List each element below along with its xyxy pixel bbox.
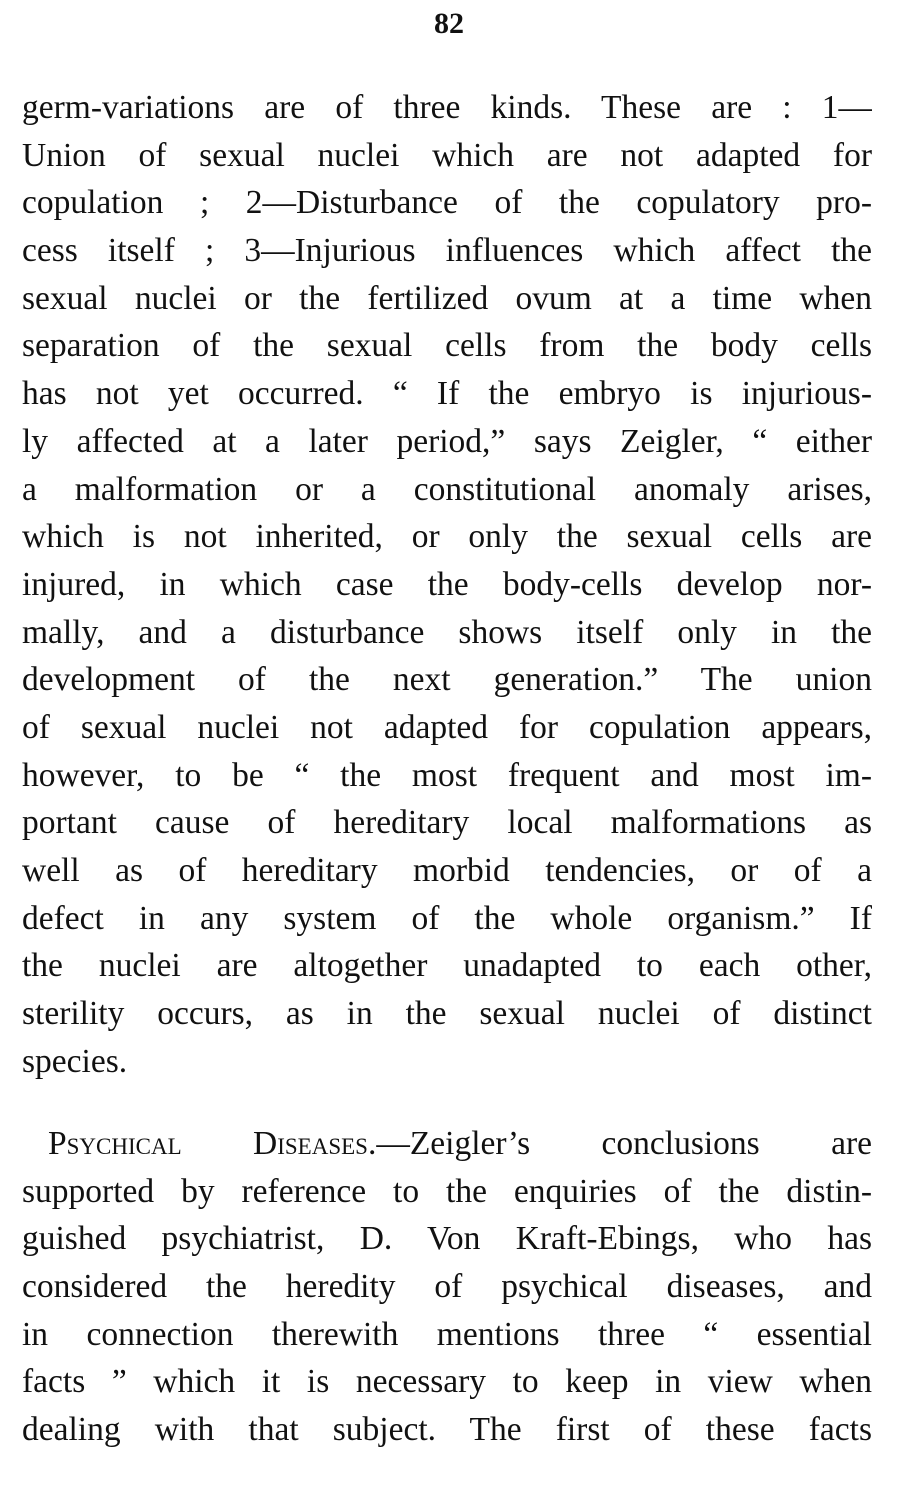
text-line: defect in any system of the whole organism.” If — [22, 899, 872, 937]
text-line: development of the next generation.” The union — [22, 661, 872, 699]
text-line: sexual nuclei or the fertilized ovum at a time when — [22, 279, 872, 317]
text-line: sterility occurs, as in the sexual nuclei of distinct — [22, 995, 872, 1033]
paragraph-psychical-diseases — [22, 1120, 872, 1454]
text-line: in connection therewith mentions three “ essential — [22, 1315, 872, 1353]
text-line: injured, in which case the body-cells develop nor- — [22, 565, 872, 603]
text-line: species. — [22, 1042, 128, 1080]
text-line: germ-variations are of three kinds. These are : 1— — [22, 89, 872, 126]
text-line: a malformation or a constitutional anomaly arises, — [22, 470, 872, 508]
text-line: the nuclei are altogether unadapted to each other, — [22, 947, 872, 985]
text-line: ly affected at a later period,” says Zeigler, “ either — [22, 422, 872, 460]
paragraph-heredity-germ-variations — [22, 84, 872, 1085]
text-line: separation of the sexual cells from the body cells — [22, 327, 872, 365]
text-line: facts ” which it is necessary to keep in view when — [22, 1363, 872, 1401]
text-line: well as of hereditary morbid tendencies, or of a — [22, 852, 872, 889]
section-heading: Psychical Diseases. — [48, 1125, 377, 1162]
text-line: considered the heredity of psychical diseases, and — [22, 1268, 872, 1306]
text-line: however, to be “ the most frequent and most im- — [22, 756, 872, 794]
text-line: dealing with that subject. The first of these facts — [22, 1411, 872, 1449]
text-line: mally, and a disturbance shows itself only in the — [22, 613, 872, 651]
text-line: which is not inherited, or only the sexual cells are — [22, 518, 872, 556]
text-line-first — [22, 1120, 872, 1168]
text-line: portant cause of hereditary local malformations as — [22, 804, 872, 842]
text-line: Union of sexual nuclei which are not adapted for — [22, 136, 872, 174]
text-line: copulation ; 2—Disturbance of the copulatory pro- — [22, 184, 872, 222]
page-number: 82 — [434, 7, 464, 40]
text-line: has not yet occurred. “ If the embryo is injurious- — [22, 375, 872, 413]
heading-line-rest: —Zeigler’s conclusions are — [376, 1125, 872, 1162]
text-line: supported by reference to the enquiries of the distin- — [22, 1172, 872, 1210]
text-line: guished psychiatrist, D. Von Kraft-Ebings, who has — [22, 1220, 872, 1258]
text-line: cess itself ; 3—Injurious influences which affect the — [22, 232, 872, 270]
text-line: of sexual nuclei not adapted for copulation appears, — [22, 708, 872, 746]
